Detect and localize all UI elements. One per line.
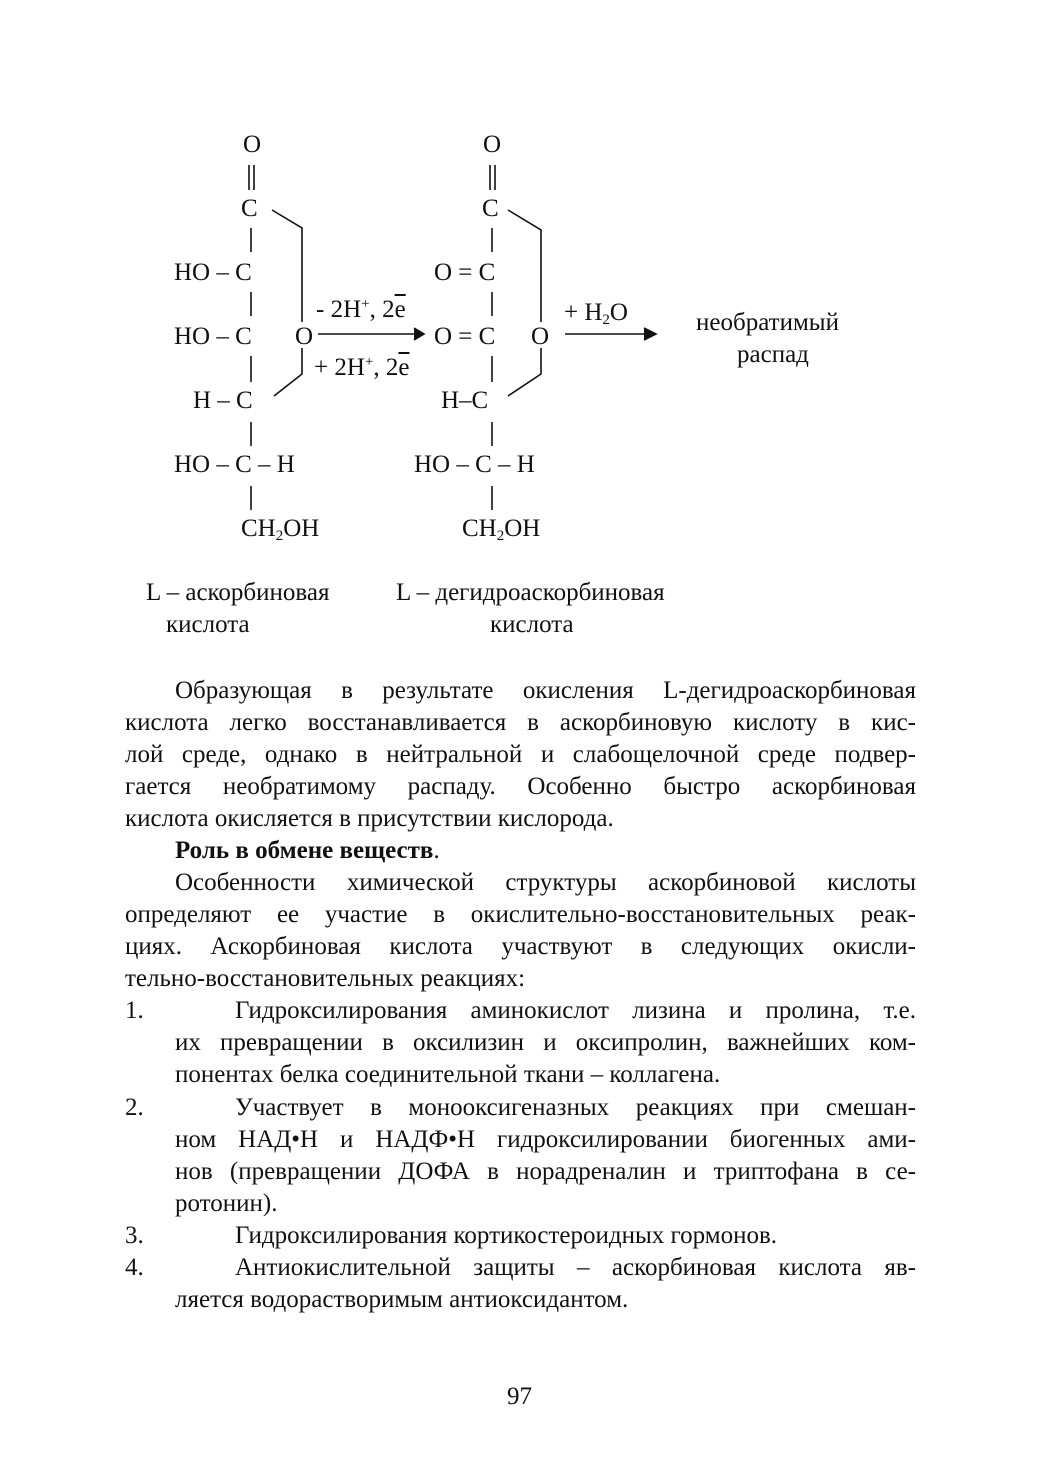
list-item: Гидроксилирования аминокислот лизина и пролина, т.е. их превращении в оксилизин и оксипролин, важнейших ком- понентах белка соединительной ткани – коллагена. xyxy=(175,997,916,1088)
text-line: циях. Аскорбиновая кислота участвуют в следующих окисли- xyxy=(125,933,916,960)
text-line: Особенности химической структуры аскорбиновой кислоты xyxy=(175,869,916,896)
list-item-number: 4. xyxy=(125,1254,144,1281)
text-line: кислота окисляется в присутствии кислорода. xyxy=(125,805,614,832)
paragraph-role xyxy=(125,867,916,995)
left-ring-oxygen: O xyxy=(295,323,314,350)
heading-text: Роль в обмене веществ xyxy=(175,837,434,864)
left-carbonyl-oxygen: O xyxy=(243,131,262,158)
list-item: Участвует в монооксигеназных реакциях при смешан- ном НАД•Н и НАДФ•Н гидроксилировании биогенных ами- нов (превращении ДОФА в норадреналин и триптофана в се- ротонин). xyxy=(175,1094,916,1217)
paragraph-oxidation xyxy=(125,675,916,835)
text-line: определяют ее участие в окислительно-восстановительных реак- xyxy=(125,901,916,928)
list-item-number: 1. xyxy=(125,997,144,1024)
bond-lines xyxy=(0,0,1039,600)
caption-ascorbic-2: кислота xyxy=(166,611,250,638)
left-c5: HO – C – H xyxy=(174,451,295,478)
left-c2: HO – C xyxy=(174,259,252,286)
list-item: Гидроксилирования кортикостероидных гормонов. xyxy=(235,1222,778,1249)
right-c2: O = C xyxy=(434,259,496,286)
right-c3: O = C xyxy=(434,323,496,350)
section-heading: Роль в обмене веществ. xyxy=(175,837,440,864)
caption-dehydro-2: кислота xyxy=(490,611,574,638)
left-c4: H – C xyxy=(193,387,253,414)
right-c5: HO – C – H xyxy=(414,451,535,478)
caption-dehydro-1: L – дегидроаскорбиновая xyxy=(396,579,665,606)
product-line1: необратимый xyxy=(696,309,839,336)
text-line: гается необратимому распаду. Особенно быстро аскорбиновая xyxy=(125,773,916,800)
left-c1: C xyxy=(241,195,258,222)
text-line: кислота легко восстанавливается в аскорбиновую кислоту в кис- xyxy=(125,709,916,736)
text-line: лой среде, однако в нейтральной и слабощелочной среде подвер- xyxy=(125,741,916,768)
list-item-number: 3. xyxy=(125,1222,144,1249)
left-c3: HO – C xyxy=(174,323,252,350)
list-item-number: 2. xyxy=(125,1094,144,1121)
list-item: Антиокислительной защиты – аскорбиновая кислота яв- ляется водорастворимым антиоксидантом. xyxy=(175,1254,916,1313)
oxidation-label: - 2H+, $2\overline{e}$ xyxy=(316,296,406,323)
left-c6: $CH_2OH$ xyxy=(241,515,320,544)
right-carbonyl-oxygen: O xyxy=(483,131,502,158)
right-ring-oxygen: O xyxy=(531,323,550,350)
text-line: Образующая в результате окисления L-дегидроаскорбиновая xyxy=(175,677,916,704)
page-number: 97 xyxy=(507,1383,532,1410)
hydrolysis-label: + $H_2O$ xyxy=(564,299,628,328)
right-c6: $CH_2OH$ xyxy=(462,515,541,544)
text-line: тельно-восстановительных реакциях: xyxy=(125,965,526,992)
right-c4: H–C xyxy=(441,387,489,414)
reduction-label: + 2H+, $2\overline{e}$ xyxy=(314,354,410,381)
product-line2: распад xyxy=(737,341,809,368)
caption-ascorbic-1: L – аскорбиновая xyxy=(146,579,330,606)
right-c1: C xyxy=(482,195,499,222)
